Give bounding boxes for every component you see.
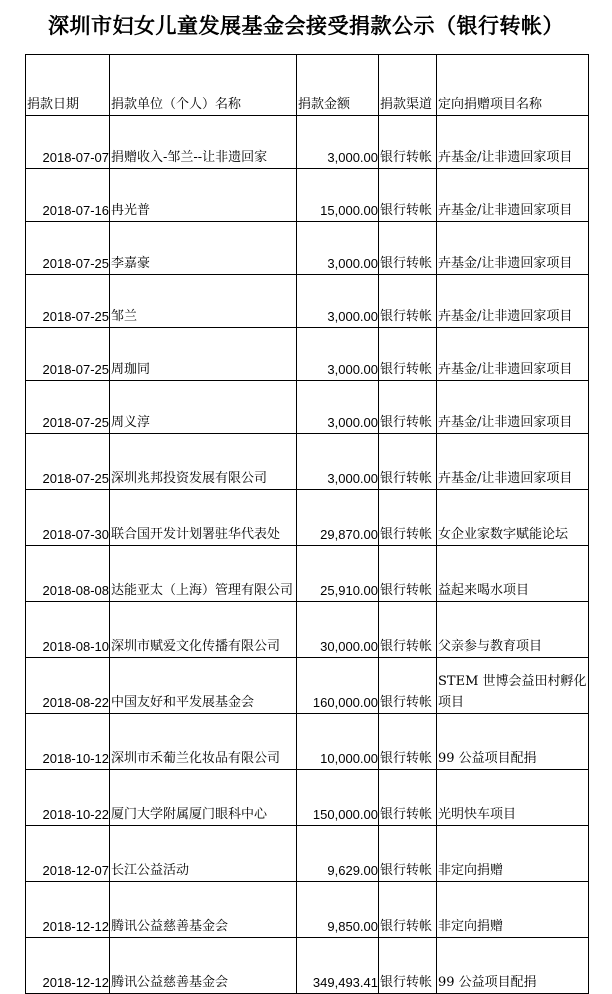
cell-project: 非定向捐赠 — [437, 882, 589, 938]
table-row — [26, 222, 589, 275]
cell-amount: 160,000.00 — [297, 658, 379, 714]
cell-donor: 联合国开发计划署驻华代表处 — [110, 490, 297, 546]
header-date: 捐款日期 — [26, 55, 110, 116]
cell-project: 卉基金/让非遗回家项目 — [437, 381, 589, 434]
cell-donor: 冉光普 — [110, 169, 297, 222]
cell-donor: 厦门大学附属厦门眼科中心 — [110, 770, 297, 826]
cell-project: 卉基金/让非遗回家项目 — [437, 328, 589, 381]
cell-project: 卉基金/让非遗回家项目 — [437, 275, 589, 328]
cell-date: 2018-07-16 — [26, 169, 110, 222]
cell-amount: 30,000.00 — [297, 602, 379, 658]
cell-donor: 深圳市禾葡兰化妆品有限公司 — [110, 714, 297, 770]
cell-channel: 银行转帐 — [379, 546, 437, 602]
cell-date: 2018-10-22 — [26, 770, 110, 826]
cell-channel: 银行转帐 — [379, 770, 437, 826]
header-donor: 捐款单位（个人）名称 — [110, 55, 297, 116]
cell-amount: 3,000.00 — [297, 222, 379, 275]
cell-project: STEM 世博会益田村孵化项目 — [437, 658, 589, 714]
cell-project: 卉基金/让非遗回家项目 — [437, 169, 589, 222]
cell-channel: 银行转帐 — [379, 328, 437, 381]
table-row — [26, 275, 589, 328]
cell-amount: 10,000.00 — [297, 714, 379, 770]
table-row — [26, 546, 589, 602]
cell-date: 2018-08-08 — [26, 546, 110, 602]
cell-donor: 捐赠收入-邹兰--让非遗回家 — [110, 116, 297, 169]
header-row — [26, 55, 589, 116]
cell-project: 卉基金/让非遗回家项目 — [437, 434, 589, 490]
cell-channel: 银行转帐 — [379, 275, 437, 328]
cell-donor: 中国友好和平发展基金会 — [110, 658, 297, 714]
cell-amount: 25,910.00 — [297, 546, 379, 602]
cell-channel: 银行转帐 — [379, 381, 437, 434]
cell-date: 2018-12-12 — [26, 882, 110, 938]
cell-project: 卉基金/让非遗回家项目 — [437, 116, 589, 169]
table-row — [26, 328, 589, 381]
cell-donor: 深圳兆邦投资发展有限公司 — [110, 434, 297, 490]
cell-amount: 3,000.00 — [297, 116, 379, 169]
cell-channel: 银行转帐 — [379, 602, 437, 658]
cell-date: 2018-07-30 — [26, 490, 110, 546]
cell-donor: 李嘉豪 — [110, 222, 297, 275]
header-amount: 捐款金额 — [297, 55, 379, 116]
header-channel: 捐款渠道 — [379, 55, 437, 116]
cell-donor: 长江公益活动 — [110, 826, 297, 882]
cell-date: 2018-07-25 — [26, 328, 110, 381]
cell-channel: 银行转帐 — [379, 222, 437, 275]
cell-channel: 银行转帐 — [379, 882, 437, 938]
table-row — [26, 714, 589, 770]
cell-donor: 达能亚太（上海）管理有限公司 — [110, 546, 297, 602]
cell-donor: 深圳市赋爱文化传播有限公司 — [110, 602, 297, 658]
cell-date: 2018-07-07 — [26, 116, 110, 169]
donation-table — [25, 54, 589, 994]
table-row — [26, 434, 589, 490]
cell-donor: 腾讯公益慈善基金会 — [110, 882, 297, 938]
cell-date: 2018-07-25 — [26, 434, 110, 490]
cell-date: 2018-10-12 — [26, 714, 110, 770]
cell-amount: 3,000.00 — [297, 381, 379, 434]
cell-amount: 3,000.00 — [297, 328, 379, 381]
cell-project: 女企业家数字赋能论坛 — [437, 490, 589, 546]
cell-date: 2018-07-25 — [26, 275, 110, 328]
cell-channel: 银行转帐 — [379, 434, 437, 490]
cell-date: 2018-12-07 — [26, 826, 110, 882]
cell-date: 2018-08-22 — [26, 658, 110, 714]
table-row — [26, 826, 589, 882]
cell-project: 父亲参与教育项目 — [437, 602, 589, 658]
cell-channel: 银行转帐 — [379, 169, 437, 222]
cell-amount: 3,000.00 — [297, 434, 379, 490]
table-row — [26, 116, 589, 169]
cell-date: 2018-07-25 — [26, 222, 110, 275]
cell-project: 99 公益项目配捐 — [437, 938, 589, 994]
cell-date: 2018-08-10 — [26, 602, 110, 658]
cell-project: 光明快车项目 — [437, 770, 589, 826]
cell-donor: 腾讯公益慈善基金会 — [110, 938, 297, 994]
cell-amount: 9,850.00 — [297, 882, 379, 938]
cell-donor: 邹兰 — [110, 275, 297, 328]
cell-project: 非定向捐赠 — [437, 826, 589, 882]
table-row — [26, 602, 589, 658]
cell-project: 99 公益项目配捐 — [437, 714, 589, 770]
table-row — [26, 490, 589, 546]
table-row — [26, 770, 589, 826]
cell-amount: 15,000.00 — [297, 169, 379, 222]
table-row — [26, 169, 589, 222]
cell-project: 益起来喝水项目 — [437, 546, 589, 602]
cell-channel: 银行转帐 — [379, 938, 437, 994]
table-row — [26, 381, 589, 434]
page-title: 深圳市妇女儿童发展基金会接受捐款公示（银行转帐） — [48, 14, 564, 38]
cell-channel: 银行转帐 — [379, 490, 437, 546]
cell-amount: 9,629.00 — [297, 826, 379, 882]
cell-channel: 银行转帐 — [379, 658, 437, 714]
cell-amount: 150,000.00 — [297, 770, 379, 826]
cell-channel: 银行转帐 — [379, 826, 437, 882]
table-row — [26, 938, 589, 994]
header-project: 定向捐赠项目名称 — [437, 55, 589, 116]
cell-date: 2018-12-12 — [26, 938, 110, 994]
cell-date: 2018-07-25 — [26, 381, 110, 434]
table-row — [26, 882, 589, 938]
table-row — [26, 658, 589, 714]
cell-amount: 3,000.00 — [297, 275, 379, 328]
cell-amount: 349,493.41 — [297, 938, 379, 994]
cell-project: 卉基金/让非遗回家项目 — [437, 222, 589, 275]
cell-channel: 银行转帐 — [379, 116, 437, 169]
cell-donor: 周义淳 — [110, 381, 297, 434]
cell-amount: 29,870.00 — [297, 490, 379, 546]
cell-donor: 周珈同 — [110, 328, 297, 381]
cell-channel: 银行转帐 — [379, 714, 437, 770]
